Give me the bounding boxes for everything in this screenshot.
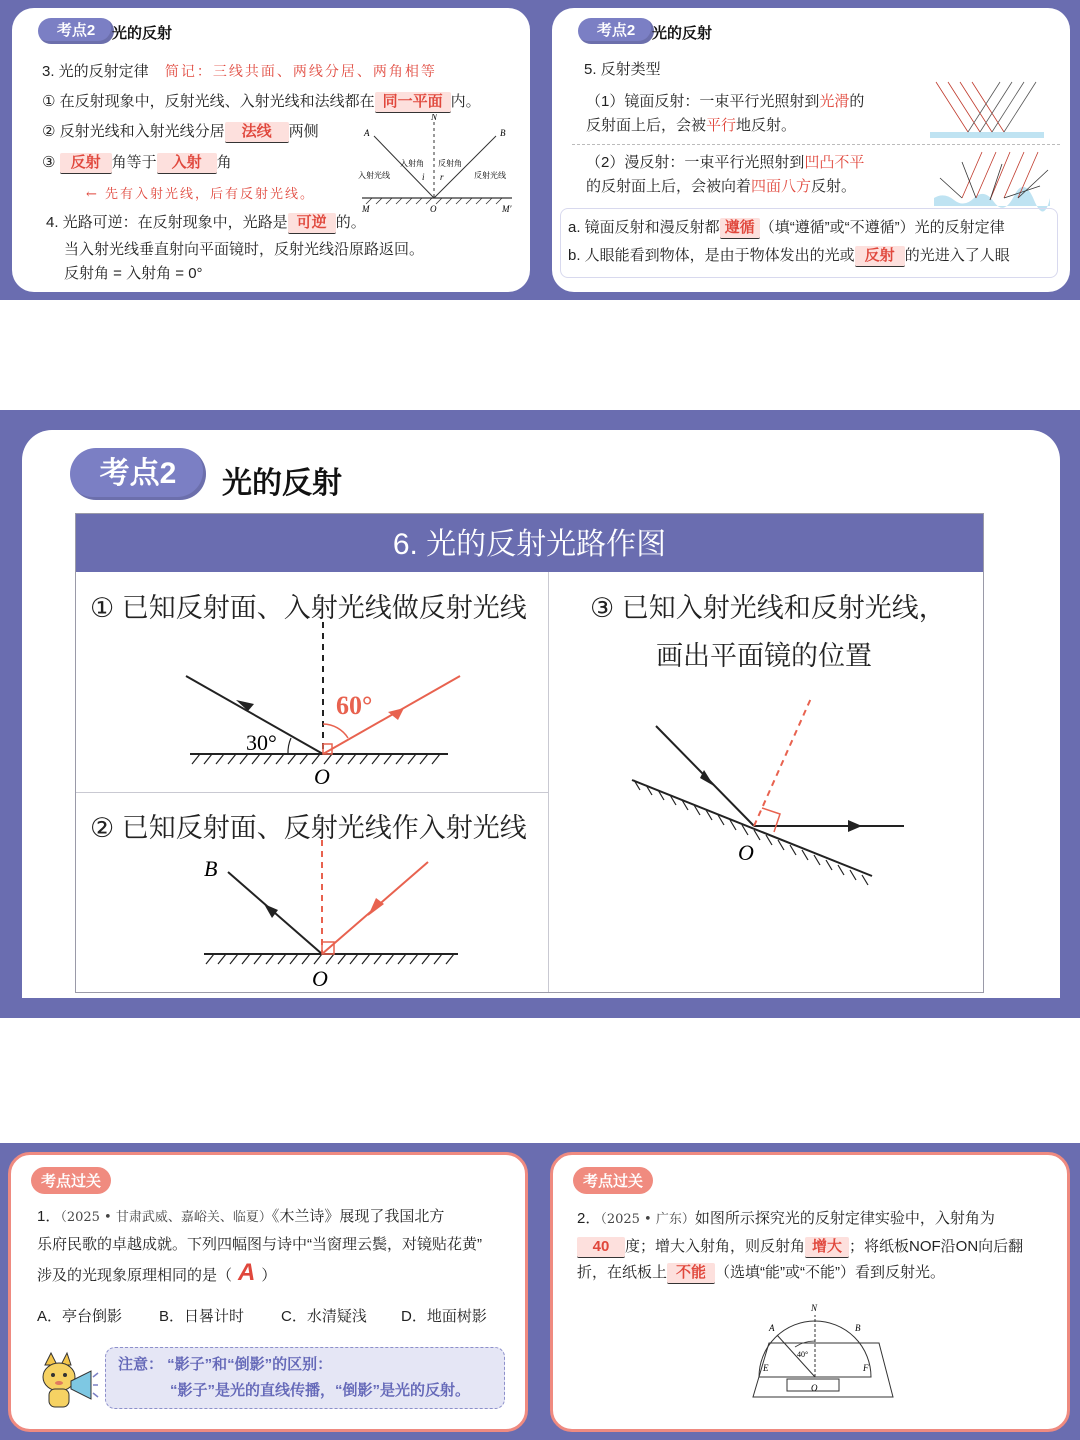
note-a (568, 218, 1005, 239)
diagram-label-m: M (362, 204, 370, 214)
answer-follow: 遵循 (720, 218, 760, 239)
quiz1-text-1: 《木兰诗》展现了我国北方 (271, 1208, 445, 1225)
quiz2-text-3a: 折，在纸板上 (577, 1264, 668, 1281)
reversible-text: 4. 光路可逆：在反射现象中，光路是 (46, 214, 288, 231)
note-b (568, 246, 1010, 267)
quiz1-line-3 (37, 1259, 277, 1286)
table-vertical-divider (548, 572, 549, 992)
cell2-diagram (188, 832, 478, 992)
hint-line (86, 184, 315, 205)
cell2-title: ② 已知反射面、反射光线作入射光线 (90, 813, 527, 843)
law-item-1 (42, 92, 481, 113)
quiz1-option-a[interactable]: A．亭台倒影 (37, 1308, 123, 1325)
law-item-1-end: 内。 (450, 93, 481, 110)
diagram-label-i-angle: 入射角 (400, 159, 424, 168)
mirror-text-2a: 反射面上后，会被 (586, 117, 707, 134)
quiz1-text-3: 涉及的光现象原理相同的是（ (37, 1267, 233, 1284)
quiz2-text-3b: （选填“能”或“不能”）看到反射光。 (715, 1264, 945, 1281)
quiz2-line-1 (577, 1209, 995, 1230)
diffuse-all-directions: 四面八方 (751, 178, 812, 195)
quiz-card-2 (550, 1152, 1070, 1432)
cell1-angle-60: 60° (336, 691, 373, 720)
mnemonic: 简记：三线共面、两线分居、两角相等 (164, 64, 437, 80)
mirror-text-c: 的 (849, 93, 865, 110)
note-a-end: （填“遵循”或“不遵循”）光的反射定律 (759, 219, 1005, 236)
diagram-label-m2: M′ (502, 204, 512, 214)
mirror-parallel: 平行 (706, 117, 737, 134)
law-item-3-mid: 角等于 (111, 154, 157, 171)
specular-reflection-diagram (928, 78, 1048, 142)
law-item-2-text: ② 反射光线和入射光线分居 (42, 123, 225, 140)
shadow-vs-reflection-note (105, 1347, 505, 1409)
table-horizontal-divider (76, 792, 548, 793)
order-hint: ← (86, 187, 106, 202)
exp-label-a: A (769, 1323, 775, 1333)
quiz-card-1 (8, 1152, 528, 1432)
card-title: 光的反射 (112, 25, 173, 42)
cell1-title: ① 已知反射面、入射光线做反射光线 (90, 593, 527, 623)
cell3-title-line2: 画出平面镜的位置 (656, 641, 872, 671)
cell3-diagram (626, 684, 926, 904)
answer-normal: 法线 (225, 122, 289, 143)
reversible-line-2: 当入射光线垂直射向平面镜时，反射光线沿原路返回。 (64, 241, 425, 258)
exp-label-f: F (863, 1363, 869, 1373)
reflection-law-diagram (352, 114, 522, 214)
cell2-point-o: O (312, 966, 328, 991)
diagram-label-b: B (500, 128, 506, 138)
cell2-point-b: B (204, 856, 218, 881)
law-item-1-text: ① 在反射现象中，反射光线、入射光线和法线都在 (42, 93, 375, 110)
quiz1-text-3-end: ） (261, 1267, 277, 1284)
mascot-megaphone-icon (35, 1351, 99, 1415)
diagram-label-o: O (430, 204, 437, 214)
note-b-text: b. 人眼能看到物体，是由于物体发出的光或 (568, 247, 855, 264)
law-title: 3. 光的反射定律 (42, 63, 149, 80)
exp-label-e: E (763, 1363, 769, 1373)
exp-label-o: O (811, 1383, 818, 1393)
mirror-text-2c: 地反射。 (736, 117, 797, 134)
answer-reflection: 反射 (60, 153, 112, 174)
diffuse-rough: 凹凸不平 (804, 154, 865, 171)
quiz1-answer: A (238, 1259, 256, 1286)
answer-reflect: 反射 (855, 246, 905, 267)
quiz1-option-c[interactable]: C．水清疑浅 (281, 1308, 367, 1325)
quiz2-number: 2． (577, 1210, 601, 1227)
diagram-label-r: r (440, 172, 444, 182)
law-item-2-end: 两侧 (288, 123, 319, 140)
cell3-point-o: O (738, 840, 754, 865)
mirror-smooth: 光滑 (819, 93, 850, 110)
mirror-line-1 (586, 92, 864, 112)
quiz2-text-1: 如图所示探究光的反射定律实验中，入射角为 (694, 1210, 995, 1227)
law-title-line (42, 62, 437, 82)
cell1-angle-30: 30° (246, 730, 277, 755)
exp-label-b: B (855, 1323, 861, 1333)
quiz1-line-2: 乐府民歌的卓越成就。下列四幅图与诗中“当窗理云鬓，对镜贴花黄” (37, 1236, 482, 1253)
quiz1-option-d[interactable]: D．地面树影 (401, 1308, 487, 1325)
topic-badge: 考点2 (578, 18, 654, 44)
reversible-line-1 (46, 213, 366, 234)
quiz1-line-1 (37, 1207, 444, 1228)
answer-reversible: 可逆 (288, 213, 336, 234)
types-title: 5. 反射类型 (584, 61, 661, 78)
diagram-label-reflected: 反射光线 (474, 171, 506, 180)
answer-increase: 增大 (805, 1237, 849, 1258)
cell1-diagram (176, 620, 476, 790)
quiz2-text-2b: ；将纸板NOF沿ON向后翻 (849, 1238, 1024, 1255)
quiz-badge: 考点过关 (573, 1167, 653, 1194)
quiz1-source: （2025 • 甘肃武威、嘉峪关、临夏） (60, 1210, 272, 1225)
diffuse-text-2a: 的反射面上后，会被向着 (586, 178, 752, 195)
quiz-badge: 考点过关 (31, 1167, 111, 1194)
diffuse-text-a: （2）漫反射：一束平行光照射到 (586, 154, 805, 171)
card-reflection-law (12, 8, 530, 292)
reflection-experiment-diagram (729, 1297, 909, 1407)
law-item-2 (42, 122, 319, 143)
diffuse-reflection-diagram (932, 148, 1052, 212)
law-item-3-num: ③ (42, 154, 56, 171)
law-item-3-end: 角 (216, 154, 232, 171)
mirror-text-a: （1）镜面反射：一束平行光照射到 (586, 93, 820, 110)
quiz2-text-2a: 度；增大入射角，则反射角 (625, 1238, 806, 1255)
quiz2-source: （2025 • 广东） (600, 1212, 695, 1227)
answer-cannot: 不能 (667, 1263, 715, 1284)
diagram-label-i: i (422, 172, 425, 182)
quiz2-line-2 (577, 1237, 1023, 1258)
note-b-end: 的光进入了人眼 (904, 247, 1010, 264)
diagram-label-r-angle: 反射角 (438, 159, 462, 168)
diagram-label-a: A (364, 128, 370, 138)
note-line-2: “影子”是光的直线传播，“倒影”是光的反射。 (170, 1382, 471, 1399)
answer-40: 40 (577, 1237, 625, 1258)
types-divider (572, 144, 1060, 145)
card-reflection-types (552, 8, 1070, 292)
quiz1-number: 1． (37, 1208, 61, 1225)
answer-incidence: 入射 (157, 153, 217, 174)
topic-badge: 考点2 (38, 18, 114, 44)
reversible-line-3: 反射角 = 入射角 = 0° (64, 265, 203, 282)
mirror-line-2 (586, 116, 796, 136)
cell1-point-o: O (314, 764, 330, 789)
quiz1-option-b[interactable]: B．日晷计时 (159, 1308, 245, 1325)
diffuse-text-2c: 反射。 (811, 178, 857, 195)
cell3-title-line1: ③ 已知入射光线和反射光线， (590, 593, 946, 623)
exp-label-n: N (811, 1303, 818, 1313)
diagram-label-n: N (431, 114, 438, 122)
topic-badge-large: 考点2 (70, 448, 206, 500)
section-title: 光的反射 (222, 467, 342, 500)
note-a-text: a. 镜面反射和漫反射都 (568, 219, 720, 236)
quiz2-line-3 (577, 1263, 945, 1284)
diffuse-line-1 (586, 153, 864, 173)
reversible-end: 的。 (335, 214, 366, 231)
note-line-1: 注意： “影子”和“倒影”的区别： (118, 1356, 333, 1373)
table-header: 6. 光的反射光路作图 (76, 514, 983, 572)
law-item-3 (42, 153, 232, 174)
diffuse-line-2 (586, 177, 856, 197)
ray-diagram-table (75, 513, 984, 993)
order-hint-text: 先有入射光线，后有反射光线。 (105, 187, 316, 202)
card-title: 光的反射 (652, 25, 713, 42)
exp-label-angle: 40° (797, 1350, 809, 1359)
diagram-label-incident: 入射光线 (358, 171, 390, 180)
answer-same-plane: 同一平面 (375, 92, 451, 113)
